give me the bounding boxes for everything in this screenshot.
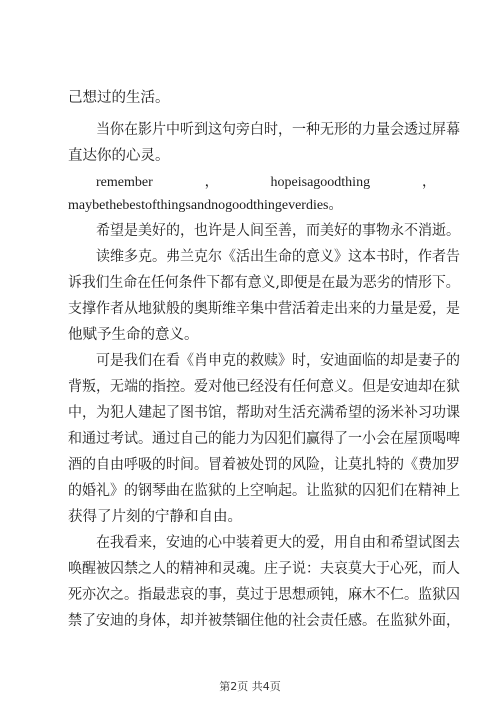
text-span: 背叛，无端的指控。爱对他已经没有任何意义。但是安迪却在狱 [68,379,460,395]
page-number: 第2页 共4页 [219,680,281,693]
text-line [0,427,500,451]
text-span: 读维多克。弗兰克尔《活出生命的意义》这本书时，作者告 [96,249,460,265]
text-span: 和通过考试。通过自己的能力为囚犯们赢得了一小会在屋顶喝啤 [68,431,460,447]
text-line [0,609,500,633]
text-span: 当你在影片中听到这句旁白时，一种无形的力量会透过屏幕 [96,122,460,138]
text-line [0,219,500,243]
text-span: 酒的自由呼吸的时间。冒着被处罚的风险，让莫扎特的《费加罗 [68,457,460,473]
text-span: 死亦次之。指最悲哀的事，莫过于思想顽钝，麻木不仁。监狱囚 [68,587,460,603]
text-span: remember [96,175,153,190]
text-span: 己想过的生活。 [68,90,170,106]
text-span: 唤醒被囚禁之人的精神和灵魂。庄子说：夫哀莫大于心死，而人 [68,561,460,577]
english-line-1 [96,171,436,195]
text-line [0,323,500,347]
text-line [0,479,500,503]
text-line [0,505,500,529]
text-line [0,245,500,269]
text-span: 在我看来，安迪的心中装着更大的爱，用自由和希望试图去 [96,535,460,551]
text-line [0,297,500,321]
text-span: 诉我们生命在任何条件下都有意义,即便是在最为恶劣的情形下。 [68,275,460,291]
text-span: 他赋予生命的意义。 [68,327,199,343]
text-span: 禁了安迪的身体，却并被禁锢住他的社会责任感。在监狱外面， [68,613,460,629]
text-line [0,349,500,373]
text-line [0,557,500,581]
text-span: 中，为犯人建起了图书馆，帮助对生活充满希望的汤米补习功课 [68,405,460,421]
text-span: 获得了片刻的宁静和自由。 [68,509,242,525]
text-span: 直达你的心灵。 [68,148,170,164]
text-line [0,144,500,168]
text-span: ， [421,175,436,190]
text-span: 的婚礼》的钢琴曲在监狱的上空响起。让监狱的囚犯们在精神上 [68,483,460,499]
text-line [0,453,500,477]
text-line [0,375,500,399]
text-line [0,531,500,555]
text-span: ， [204,175,219,190]
text-line [0,271,500,295]
text-line [0,583,500,607]
text-line [0,86,500,110]
text-span: hopeisagoodthing [270,175,371,190]
text-span: 可是我们在看《肖申克的救赎》时，安迪面临的却是妻子的 [96,353,460,369]
text-span: 希望是美好的，也许是人间至善，而美好的事物永不消逝。 [96,223,460,239]
page-footer [0,678,500,694]
text-span: 支撑作者从地狱般的奥斯维辛集中营活着走出来的力量是爱，是 [68,301,460,317]
text-line [0,118,500,142]
text-span: maybethebestofthingsandnogoodthingeverdies。 [68,198,343,213]
text-line [0,401,500,425]
text-line [0,194,500,218]
